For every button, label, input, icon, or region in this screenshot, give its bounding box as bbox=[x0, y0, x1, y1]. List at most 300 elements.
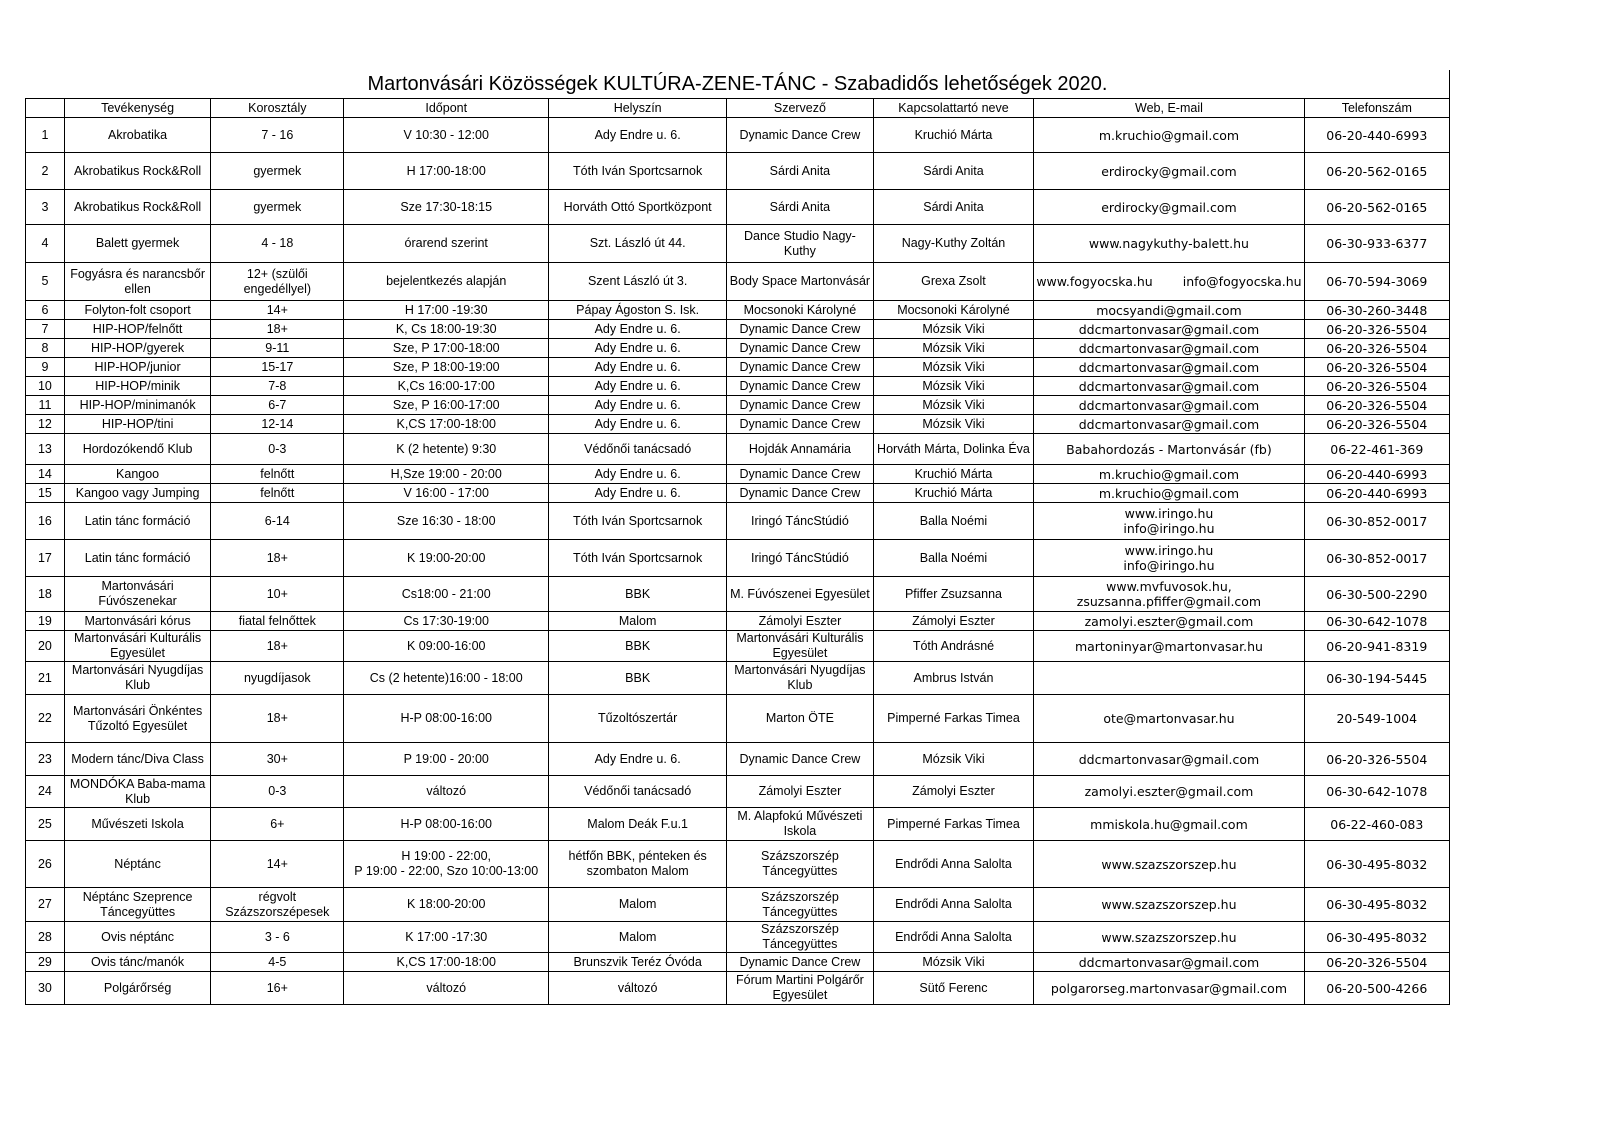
contact-cell: Mózsik Viki bbox=[873, 320, 1034, 339]
time-line: P 19:00 - 22:00, Szo 10:00-13:00 bbox=[354, 864, 539, 878]
place-cell: Pápay Ágoston S. Isk. bbox=[549, 301, 727, 320]
activity-cell: Modern tánc/Diva Class bbox=[64, 743, 210, 776]
age-group-cell: 7 - 16 bbox=[211, 118, 344, 153]
email-link[interactable]: info@fogyocska.hu bbox=[1182, 274, 1302, 289]
table-row bbox=[26, 118, 1450, 153]
email-link[interactable]: info@iringo.hu bbox=[1123, 521, 1215, 536]
organizer-cell: Dance Studio Nagy-Kuthy bbox=[727, 225, 873, 263]
table-row bbox=[26, 776, 1450, 808]
phone-cell: 06-20-440-6993 bbox=[1304, 484, 1449, 503]
web-email-cell: m.kruchio@gmail.com bbox=[1034, 465, 1304, 484]
activity-cell: HIP-HOP/gyerek bbox=[64, 339, 210, 358]
age-group-cell: 7-8 bbox=[211, 377, 344, 396]
organizer-cell: Dynamic Dance Crew bbox=[727, 743, 873, 776]
place-cell: Tóth Iván Sportcsarnok bbox=[549, 540, 727, 577]
organizer-cell: Zámolyi Eszter bbox=[727, 776, 873, 808]
web-email-cell: ddcmartonvasar@gmail.com bbox=[1034, 377, 1304, 396]
phone-cell: 06-30-852-0017 bbox=[1304, 503, 1449, 540]
row-index: 19 bbox=[26, 612, 65, 631]
web-email-cell: Babahordozás - Martonvásár (fb) bbox=[1034, 434, 1304, 465]
contact-cell: Grexa Zsolt bbox=[873, 263, 1034, 301]
contact-cell: Sütő Ferenc bbox=[873, 972, 1034, 1005]
table-row bbox=[26, 484, 1450, 503]
web-link[interactable]: www.fogyocska.hu bbox=[1036, 274, 1153, 289]
activity-cell: HIP-HOP/tini bbox=[64, 415, 210, 434]
activity-cell: Néptánc bbox=[64, 841, 210, 888]
web-link[interactable]: www.mvfuvosok.hu, bbox=[1106, 579, 1232, 594]
web-link[interactable]: www.iringo.hu bbox=[1124, 506, 1214, 521]
table-row bbox=[26, 377, 1450, 396]
contact-cell: Mocsonoki Károlyné bbox=[873, 301, 1034, 320]
row-index: 12 bbox=[26, 415, 65, 434]
organizer-cell: Dynamic Dance Crew bbox=[727, 415, 873, 434]
age-group-cell: 6-7 bbox=[211, 396, 344, 415]
phone-cell: 06-30-852-0017 bbox=[1304, 540, 1449, 577]
age-group-cell: 14+ bbox=[211, 301, 344, 320]
time-cell: P 19:00 - 20:00 bbox=[344, 743, 549, 776]
contact-cell: Kruchió Márta bbox=[873, 118, 1034, 153]
row-index: 10 bbox=[26, 377, 65, 396]
phone-cell: 06-30-642-1078 bbox=[1304, 612, 1449, 631]
phone-cell: 06-20-326-5504 bbox=[1304, 953, 1449, 972]
phone-cell: 06-20-562-0165 bbox=[1304, 190, 1449, 225]
time-cell: Cs 17:30-19:00 bbox=[344, 612, 549, 631]
age-group-cell: 14+ bbox=[211, 841, 344, 888]
age-group-cell: 4-5 bbox=[211, 953, 344, 972]
place-cell: Védőnői tanácsadó bbox=[549, 434, 727, 465]
contact-cell: Kruchió Márta bbox=[873, 465, 1034, 484]
activity-cell: HIP-HOP/minik bbox=[64, 377, 210, 396]
row-index: 11 bbox=[26, 396, 65, 415]
time-cell: V 16:00 - 17:00 bbox=[344, 484, 549, 503]
time-cell: V 10:30 - 12:00 bbox=[344, 118, 549, 153]
time-cell: H 17:00 -19:30 bbox=[344, 301, 549, 320]
row-index: 27 bbox=[26, 888, 65, 922]
time-cell: órarend szerint bbox=[344, 225, 549, 263]
table-row bbox=[26, 434, 1450, 465]
table-row bbox=[26, 396, 1450, 415]
phone-cell: 06-20-500-4266 bbox=[1304, 972, 1449, 1005]
row-index: 21 bbox=[26, 662, 65, 695]
age-group-cell: 10+ bbox=[211, 577, 344, 612]
contact-cell: Mózsik Viki bbox=[873, 377, 1034, 396]
table-row bbox=[26, 922, 1450, 953]
organizer-cell: Mocsonoki Károlyné bbox=[727, 301, 873, 320]
organizer-cell: Martonvásári Nyugdíjas Klub bbox=[727, 662, 873, 695]
age-group-cell: 0-3 bbox=[211, 434, 344, 465]
place-cell: Malom bbox=[549, 612, 727, 631]
activity-cell: Művészeti Iskola bbox=[64, 808, 210, 841]
place-cell: Malom bbox=[549, 922, 727, 953]
time-cell: H-P 08:00-16:00 bbox=[344, 695, 549, 743]
time-cell: K 19:00-20:00 bbox=[344, 540, 549, 577]
place-cell: Ady Endre u. 6. bbox=[549, 358, 727, 377]
col-header-index bbox=[26, 99, 65, 118]
age-group-cell: 30+ bbox=[211, 743, 344, 776]
web-email-cell bbox=[1034, 540, 1304, 577]
time-cell: K,CS 17:00-18:00 bbox=[344, 415, 549, 434]
row-index: 4 bbox=[26, 225, 65, 263]
table-row bbox=[26, 808, 1450, 841]
age-group-cell: fiatal felnőttek bbox=[211, 612, 344, 631]
phone-cell: 20-549-1004 bbox=[1304, 695, 1449, 743]
activity-cell: MONDÓKA Baba-mama Klub bbox=[64, 776, 210, 808]
web-email-cell: ote@martonvasar.hu bbox=[1034, 695, 1304, 743]
row-index: 18 bbox=[26, 577, 65, 612]
age-group-cell: 18+ bbox=[211, 631, 344, 662]
organizer-cell: Százszorszép Táncegyüttes bbox=[727, 888, 873, 922]
row-index: 13 bbox=[26, 434, 65, 465]
time-cell: változó bbox=[344, 776, 549, 808]
organizer-cell: Hojdák Annamária bbox=[727, 434, 873, 465]
age-group-cell: 18+ bbox=[211, 320, 344, 339]
activity-cell: Polgárőrség bbox=[64, 972, 210, 1005]
web-email-cell: www.szazszorszep.hu bbox=[1034, 841, 1304, 888]
time-cell: H-P 08:00-16:00 bbox=[344, 808, 549, 841]
age-group-cell: 18+ bbox=[211, 540, 344, 577]
phone-cell: 06-30-495-8032 bbox=[1304, 922, 1449, 953]
web-email-cell: zamolyi.eszter@gmail.com bbox=[1034, 612, 1304, 631]
age-group-cell: 3 - 6 bbox=[211, 922, 344, 953]
time-cell: Cs18:00 - 21:00 bbox=[344, 577, 549, 612]
row-index: 26 bbox=[26, 841, 65, 888]
age-group-cell: 4 - 18 bbox=[211, 225, 344, 263]
place-cell: Ady Endre u. 6. bbox=[549, 339, 727, 358]
contact-cell: Pfiffer Zsuzsanna bbox=[873, 577, 1034, 612]
time-cell: K 18:00-20:00 bbox=[344, 888, 549, 922]
table-row bbox=[26, 612, 1450, 631]
row-index: 22 bbox=[26, 695, 65, 743]
place-cell: Ady Endre u. 6. bbox=[549, 396, 727, 415]
web-email-cell: zamolyi.eszter@gmail.com bbox=[1034, 776, 1304, 808]
table-row bbox=[26, 153, 1450, 190]
organizer-cell: Dynamic Dance Crew bbox=[727, 320, 873, 339]
time-cell: H,Sze 19:00 - 20:00 bbox=[344, 465, 549, 484]
row-index: 28 bbox=[26, 922, 65, 953]
row-index: 5 bbox=[26, 263, 65, 301]
col-header-age: Korosztály bbox=[211, 99, 344, 118]
organizer-cell: Martonvásári Kulturális Egyesület bbox=[727, 631, 873, 662]
activity-cell: HIP-HOP/felnőtt bbox=[64, 320, 210, 339]
web-email-cell bbox=[1034, 577, 1304, 612]
contact-cell: Tóth Andrásné bbox=[873, 631, 1034, 662]
organizer-cell: Sárdi Anita bbox=[727, 153, 873, 190]
age-group-cell: 12+ (szülői engedéllyel) bbox=[211, 263, 344, 301]
table-row bbox=[26, 225, 1450, 263]
web-email-cell: m.kruchio@gmail.com bbox=[1034, 484, 1304, 503]
contact-cell: Sárdi Anita bbox=[873, 190, 1034, 225]
web-email-cell: www.szazszorszep.hu bbox=[1034, 888, 1304, 922]
table-row bbox=[26, 953, 1450, 972]
phone-cell: 06-20-326-5504 bbox=[1304, 320, 1449, 339]
col-header-organizer: Szervező bbox=[727, 99, 873, 118]
row-index: 15 bbox=[26, 484, 65, 503]
table-row bbox=[26, 358, 1450, 377]
activity-cell: Akrobatikus Rock&Roll bbox=[64, 153, 210, 190]
web-email-cell: www.nagykuthy-balett.hu bbox=[1034, 225, 1304, 263]
place-cell: változó bbox=[549, 972, 727, 1005]
activity-cell: Latin tánc formáció bbox=[64, 540, 210, 577]
row-index: 20 bbox=[26, 631, 65, 662]
phone-cell: 06-22-461-369 bbox=[1304, 434, 1449, 465]
time-cell: K 09:00-16:00 bbox=[344, 631, 549, 662]
place-cell: Szt. László út 44. bbox=[549, 225, 727, 263]
activity-cell: Martonvásári kórus bbox=[64, 612, 210, 631]
activities-table bbox=[25, 98, 1450, 1005]
organizer-cell: Százszorszép Táncegyüttes bbox=[727, 841, 873, 888]
contact-cell: Mózsik Viki bbox=[873, 396, 1034, 415]
phone-cell: 06-30-933-6377 bbox=[1304, 225, 1449, 263]
web-link[interactable]: www.iringo.hu bbox=[1124, 543, 1214, 558]
place-cell: Védőnői tanácsadó bbox=[549, 776, 727, 808]
table-row bbox=[26, 320, 1450, 339]
row-index: 17 bbox=[26, 540, 65, 577]
phone-cell: 06-30-194-5445 bbox=[1304, 662, 1449, 695]
place-cell: BBK bbox=[549, 631, 727, 662]
web-email-cell: ddcmartonvasar@gmail.com bbox=[1034, 953, 1304, 972]
phone-cell: 06-30-500-2290 bbox=[1304, 577, 1449, 612]
title-row bbox=[25, 70, 1450, 98]
age-group-cell: nyugdíjasok bbox=[211, 662, 344, 695]
col-header-time: Időpont bbox=[344, 99, 549, 118]
row-index: 24 bbox=[26, 776, 65, 808]
row-index: 16 bbox=[26, 503, 65, 540]
age-group-cell: régvolt Százszorszépesek bbox=[211, 888, 344, 922]
place-cell: BBK bbox=[549, 662, 727, 695]
activity-cell: Martonvásári Önkéntes Tűzoltó Egyesület bbox=[64, 695, 210, 743]
contact-cell: Zámolyi Eszter bbox=[873, 776, 1034, 808]
time-cell: bejelentkezés alapján bbox=[344, 263, 549, 301]
web-email-cell: mocsyandi@gmail.com bbox=[1034, 301, 1304, 320]
email-link[interactable]: zsuzsanna.pfiffer@gmail.com bbox=[1076, 594, 1262, 609]
place-cell: hétfőn BBK, pénteken és szombaton Malom bbox=[549, 841, 727, 888]
phone-cell: 06-20-941-8319 bbox=[1304, 631, 1449, 662]
phone-cell: 06-20-440-6993 bbox=[1304, 118, 1449, 153]
col-header-phone: Telefonszám bbox=[1304, 99, 1449, 118]
activity-cell: Balett gyermek bbox=[64, 225, 210, 263]
row-index: 25 bbox=[26, 808, 65, 841]
col-header-web: Web, E-mail bbox=[1034, 99, 1304, 118]
organizer-cell: Fórum Martini Polgárőr Egyesület bbox=[727, 972, 873, 1005]
contact-cell: Mózsik Viki bbox=[873, 339, 1034, 358]
place-cell: Malom bbox=[549, 888, 727, 922]
age-group-cell: 12-14 bbox=[211, 415, 344, 434]
page-title: Martonvásári Közösségek KULTÚRA-ZENE-TÁNC - Szabadidős lehetőségek 2020. bbox=[367, 73, 1108, 95]
table-row bbox=[26, 577, 1450, 612]
web-email-cell bbox=[1034, 503, 1304, 540]
place-cell: Tűzoltószertár bbox=[549, 695, 727, 743]
place-cell: Tóth Iván Sportcsarnok bbox=[549, 503, 727, 540]
col-header-place: Helyszín bbox=[549, 99, 727, 118]
activity-cell: Néptánc Szeprence Táncegyüttes bbox=[64, 888, 210, 922]
time-cell: K,CS 17:00-18:00 bbox=[344, 953, 549, 972]
place-cell: Ady Endre u. 6. bbox=[549, 465, 727, 484]
place-cell: BBK bbox=[549, 577, 727, 612]
age-group-cell: 9-11 bbox=[211, 339, 344, 358]
table-row bbox=[26, 743, 1450, 776]
age-group-cell: 6+ bbox=[211, 808, 344, 841]
phone-cell: 06-30-495-8032 bbox=[1304, 841, 1449, 888]
place-cell: Ady Endre u. 6. bbox=[549, 415, 727, 434]
activity-cell: Latin tánc formáció bbox=[64, 503, 210, 540]
age-group-cell: gyermek bbox=[211, 153, 344, 190]
organizer-cell: Dynamic Dance Crew bbox=[727, 484, 873, 503]
time-cell: változó bbox=[344, 972, 549, 1005]
contact-cell: Balla Noémi bbox=[873, 540, 1034, 577]
activity-cell: Akrobatika bbox=[64, 118, 210, 153]
email-link[interactable]: info@iringo.hu bbox=[1123, 558, 1215, 573]
phone-cell: 06-30-495-8032 bbox=[1304, 888, 1449, 922]
organizer-cell: Iringó TáncStúdió bbox=[727, 540, 873, 577]
organizer-cell: Dynamic Dance Crew bbox=[727, 358, 873, 377]
row-index: 6 bbox=[26, 301, 65, 320]
web-email-cell: www.szazszorszep.hu bbox=[1034, 922, 1304, 953]
phone-cell: 06-20-440-6993 bbox=[1304, 465, 1449, 484]
web-email-cell: ddcmartonvasar@gmail.com bbox=[1034, 415, 1304, 434]
organizer-cell: Dynamic Dance Crew bbox=[727, 339, 873, 358]
contact-cell: Endrődi Anna Salolta bbox=[873, 888, 1034, 922]
time-cell: Sze, P 18:00-19:00 bbox=[344, 358, 549, 377]
activity-cell: Martonvásári Nyugdíjas Klub bbox=[64, 662, 210, 695]
contact-cell: Endrődi Anna Salolta bbox=[873, 841, 1034, 888]
age-group-cell: felnőtt bbox=[211, 465, 344, 484]
phone-cell: 06-22-460-083 bbox=[1304, 808, 1449, 841]
age-group-cell: felnőtt bbox=[211, 484, 344, 503]
activity-cell: Fogyásra és narancsbőr ellen bbox=[64, 263, 210, 301]
contact-cell: Endrődi Anna Salolta bbox=[873, 922, 1034, 953]
web-email-cell: ddcmartonvasar@gmail.com bbox=[1034, 320, 1304, 339]
web-email-cell: erdirocky@gmail.com bbox=[1034, 190, 1304, 225]
web-email-cell bbox=[1034, 662, 1304, 695]
contact-cell: Mózsik Viki bbox=[873, 358, 1034, 377]
place-cell: Ady Endre u. 6. bbox=[549, 320, 727, 339]
organizer-cell: Dynamic Dance Crew bbox=[727, 953, 873, 972]
place-cell: Szent László út 3. bbox=[549, 263, 727, 301]
row-index: 9 bbox=[26, 358, 65, 377]
table-row bbox=[26, 888, 1450, 922]
age-group-cell: 6-14 bbox=[211, 503, 344, 540]
time-line: H 19:00 - 22:00, bbox=[401, 849, 492, 863]
place-cell: Ady Endre u. 6. bbox=[549, 377, 727, 396]
contact-cell: Zámolyi Eszter bbox=[873, 612, 1034, 631]
activity-cell: Kangoo vagy Jumping bbox=[64, 484, 210, 503]
time-cell: K, Cs 18:00-19:30 bbox=[344, 320, 549, 339]
web-email-cell: ddcmartonvasar@gmail.com bbox=[1034, 339, 1304, 358]
activity-cell: Folyton-folt csoport bbox=[64, 301, 210, 320]
phone-cell: 06-30-260-3448 bbox=[1304, 301, 1449, 320]
web-email-cell: m.kruchio@gmail.com bbox=[1034, 118, 1304, 153]
contact-cell: Kruchió Márta bbox=[873, 484, 1034, 503]
contact-cell: Pimperné Farkas Timea bbox=[873, 808, 1034, 841]
phone-cell: 06-30-642-1078 bbox=[1304, 776, 1449, 808]
activity-cell: Martonvásári Fúvószenekar bbox=[64, 577, 210, 612]
contact-cell: Nagy-Kuthy Zoltán bbox=[873, 225, 1034, 263]
spreadsheet bbox=[25, 70, 1450, 1005]
age-group-cell: 0-3 bbox=[211, 776, 344, 808]
organizer-cell: Body Space Martonvásár bbox=[727, 263, 873, 301]
time-cell bbox=[344, 841, 549, 888]
time-cell: Sze, P 16:00-17:00 bbox=[344, 396, 549, 415]
web-email-cell: martoninyar@martonvasar.hu bbox=[1034, 631, 1304, 662]
organizer-cell: Dynamic Dance Crew bbox=[727, 465, 873, 484]
activity-cell: Ovis tánc/manók bbox=[64, 953, 210, 972]
header-row bbox=[26, 99, 1450, 118]
activity-cell: HIP-HOP/junior bbox=[64, 358, 210, 377]
organizer-cell: Dynamic Dance Crew bbox=[727, 118, 873, 153]
time-cell: K (2 hetente) 9:30 bbox=[344, 434, 549, 465]
activity-cell: Martonvásári Kulturális Egyesület bbox=[64, 631, 210, 662]
web-email-cell: mmiskola.hu@gmail.com bbox=[1034, 808, 1304, 841]
table-row bbox=[26, 540, 1450, 577]
place-cell: Horváth Ottó Sportközpont bbox=[549, 190, 727, 225]
activity-cell: Akrobatikus Rock&Roll bbox=[64, 190, 210, 225]
web-email-cell: ddcmartonvasar@gmail.com bbox=[1034, 358, 1304, 377]
web-email-cell: ddcmartonvasar@gmail.com bbox=[1034, 743, 1304, 776]
place-cell: Ady Endre u. 6. bbox=[549, 484, 727, 503]
age-group-cell: 16+ bbox=[211, 972, 344, 1005]
web-email-cell: ddcmartonvasar@gmail.com bbox=[1034, 396, 1304, 415]
col-header-contact: Kapcsolattartó neve bbox=[873, 99, 1034, 118]
place-cell: Malom Deák F.u.1 bbox=[549, 808, 727, 841]
place-cell: Ady Endre u. 6. bbox=[549, 118, 727, 153]
organizer-cell: Sárdi Anita bbox=[727, 190, 873, 225]
activity-cell: HIP-HOP/minimanók bbox=[64, 396, 210, 415]
row-index: 8 bbox=[26, 339, 65, 358]
age-group-cell: gyermek bbox=[211, 190, 344, 225]
phone-cell: 06-20-326-5504 bbox=[1304, 743, 1449, 776]
web-email-cell: erdirocky@gmail.com bbox=[1034, 153, 1304, 190]
activity-cell: Kangoo bbox=[64, 465, 210, 484]
age-group-cell: 15-17 bbox=[211, 358, 344, 377]
table-row bbox=[26, 695, 1450, 743]
contact-cell: Pimperné Farkas Timea bbox=[873, 695, 1034, 743]
row-index: 29 bbox=[26, 953, 65, 972]
contact-cell: Balla Noémi bbox=[873, 503, 1034, 540]
contact-cell: Ambrus István bbox=[873, 662, 1034, 695]
table-row bbox=[26, 415, 1450, 434]
row-index: 2 bbox=[26, 153, 65, 190]
row-index: 7 bbox=[26, 320, 65, 339]
table-row bbox=[26, 465, 1450, 484]
row-index: 3 bbox=[26, 190, 65, 225]
row-index: 30 bbox=[26, 972, 65, 1005]
time-cell: Sze, P 17:00-18:00 bbox=[344, 339, 549, 358]
phone-cell: 06-20-326-5504 bbox=[1304, 377, 1449, 396]
organizer-cell: M. Alapfokú Művészeti Iskola bbox=[727, 808, 873, 841]
organizer-cell: Iringó TáncStúdió bbox=[727, 503, 873, 540]
place-cell: Ady Endre u. 6. bbox=[549, 743, 727, 776]
activity-cell: Hordozókendő Klub bbox=[64, 434, 210, 465]
organizer-cell: Zámolyi Eszter bbox=[727, 612, 873, 631]
table-row bbox=[26, 190, 1450, 225]
time-cell: H 17:00-18:00 bbox=[344, 153, 549, 190]
organizer-cell: Marton ÖTE bbox=[727, 695, 873, 743]
contact-cell: Mózsik Viki bbox=[873, 743, 1034, 776]
age-group-cell: 18+ bbox=[211, 695, 344, 743]
table-row bbox=[26, 301, 1450, 320]
col-header-activity: Tevékenység bbox=[64, 99, 210, 118]
phone-cell: 06-20-326-5504 bbox=[1304, 415, 1449, 434]
organizer-cell: M. Fúvószenei Egyesület bbox=[727, 577, 873, 612]
phone-cell: 06-70-594-3069 bbox=[1304, 263, 1449, 301]
row-index: 14 bbox=[26, 465, 65, 484]
organizer-cell: Dynamic Dance Crew bbox=[727, 396, 873, 415]
table-row bbox=[26, 841, 1450, 888]
web-email-cell: polgarorseg.martonvasar@gmail.com bbox=[1034, 972, 1304, 1005]
table-row bbox=[26, 503, 1450, 540]
organizer-cell: Százszorszép Táncegyüttes bbox=[727, 922, 873, 953]
time-cell: Cs (2 hetente)16:00 - 18:00 bbox=[344, 662, 549, 695]
